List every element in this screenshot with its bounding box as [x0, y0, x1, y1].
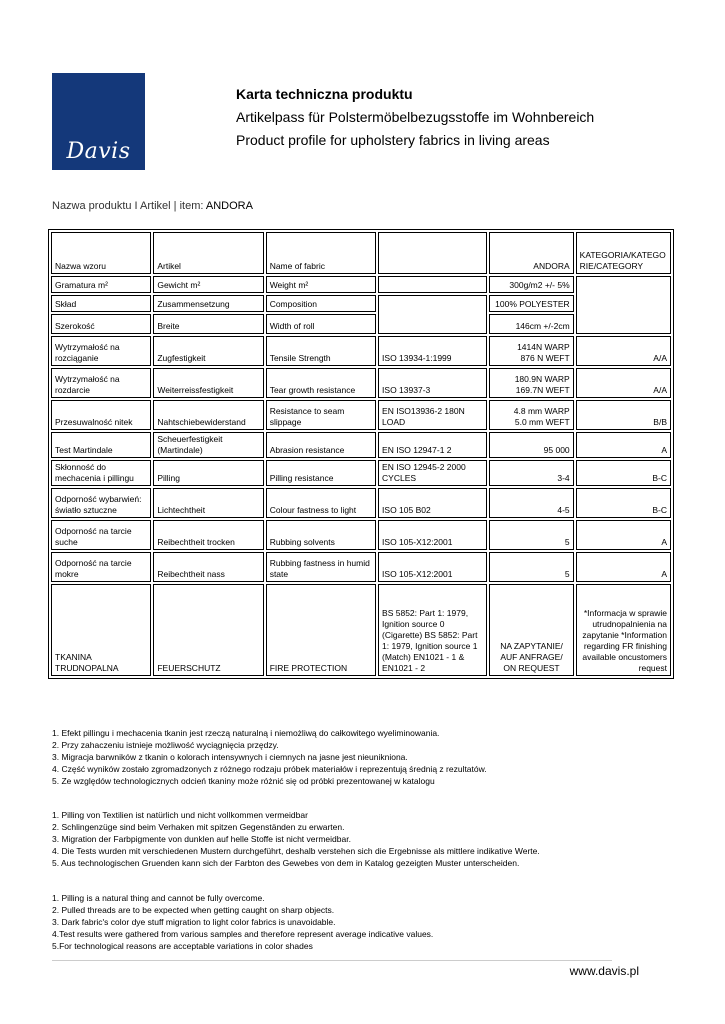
note-item: 5. Aus technologischen Gruenden kann sich der Farbton des Gewebes von dem in Katalog gezeigten Muster unterscheiden.	[52, 858, 520, 868]
cell-value: 5	[489, 520, 573, 550]
cell-pl: Test Martindale	[51, 432, 151, 458]
cell-en: Width of roll	[266, 314, 376, 334]
cell-pl: Przesuwalność nitek	[51, 400, 151, 430]
cell-de: Weiterreissfestigkeit	[153, 368, 263, 398]
value-warp: 1414N WARP	[517, 342, 570, 352]
cell-value: 100% POLYESTER	[489, 295, 573, 312]
cell-de: Pilling	[153, 460, 263, 486]
note-item: 4. Die Tests wurden mit verschiedenen Mustern durchgeführt, deshalb verstehen sich die Ergebnisse als mittlere indikative Werte.	[52, 846, 540, 856]
cell-value	[489, 368, 573, 398]
cell-category: B/B	[576, 400, 671, 430]
cell-pl: Wytrzymałość na rozciąganie	[51, 336, 151, 366]
cell-de: Lichtechtheit	[153, 488, 263, 518]
product-label: Nazwa produktu I Artikel | item:	[52, 200, 204, 212]
cell-category: *Informacja w sprawie utrudnopalnienia na zapytanie *Information regarding FR finishing available oncustomers request	[576, 584, 671, 676]
title-de: Artikelpass für Polstermöbelbezugsstoffe im Wohnbereich	[236, 109, 595, 125]
cell-en: Composition	[266, 295, 376, 312]
cell-pl: Wytrzymałość na rozdarcie	[51, 368, 151, 398]
header-std	[378, 232, 487, 274]
product-name: ANDORA	[205, 200, 253, 212]
value-weft: 169.7N WEFT	[515, 385, 570, 395]
cell-de: Scheuerfestigkeit (Martindale)	[153, 432, 263, 458]
cell-std: EN ISO 12947-1 2	[378, 432, 487, 458]
note-item: 3. Migration der Farbpigmente von dunklen auf helle Stoffe ist nicht vermeidbar.	[52, 834, 351, 844]
title-pl: Karta techniczna produktu	[236, 86, 413, 102]
header-de: Artikel	[153, 232, 263, 274]
note-item: 3. Migracja barwników z tkanin o kolorach intensywnych i ciemnych na jasne jest nieuniknionа.	[52, 752, 408, 762]
note-item: 5. Ze względów technologicznych odcień tkaniny może różnić się od próbki prezentowanej w katalogu	[52, 776, 435, 786]
cell-pl: Skłonność do mechacenia i pillingu	[51, 460, 151, 486]
cell-en: Weight m²	[266, 276, 376, 293]
davis-logo	[52, 73, 145, 170]
note-item: 3. Dark fabric's color dye stuff migration to light color fabrics is unavoidable.	[52, 917, 336, 927]
cell-std: ISO 13937-3	[378, 368, 487, 398]
header-en: Name of fabric	[266, 232, 376, 274]
value-weft: 876 N WEFT	[520, 353, 570, 363]
cell-en: Rubbing fastness in humid state	[266, 552, 376, 582]
cell-en: Rubbing solvents	[266, 520, 376, 550]
fire-protection-row	[51, 584, 671, 676]
cell-std: BS 5852: Part 1: 1979, Ignition source 0 (Cigarette) BS 5852: Part 1: 1979, Ignition source 1 (Match) EN1021 - 1 & EN1021 - 2	[378, 584, 487, 676]
cell-category: A/A	[576, 336, 671, 366]
cell-category: A	[576, 520, 671, 550]
cell-value: 3-4	[489, 460, 573, 486]
cell-category: A	[576, 552, 671, 582]
header-value: ANDORA	[489, 232, 573, 274]
notes-en	[52, 892, 433, 952]
note-item: 2. Schlingenzüge sind beim Verhaken mit spitzen Gegenständen zu erwarten.	[52, 822, 345, 832]
table-row	[51, 488, 671, 518]
cell-std: ISO 105-X12:2001	[378, 552, 487, 582]
cell-pl: Skład	[51, 295, 151, 312]
cell-category: A/A	[576, 368, 671, 398]
cell-de: Zusammensetzung	[153, 295, 263, 312]
cell-std: EN ISO13936-2 180N LOAD	[378, 400, 487, 430]
cell-de: Nahtschiebewiderstand	[153, 400, 263, 430]
notes-de	[52, 809, 540, 869]
table-row	[51, 520, 671, 550]
cell-category	[576, 276, 671, 334]
cell-de: Gewicht m²	[153, 276, 263, 293]
cell-pl: Szerokość	[51, 314, 151, 334]
cell-std	[378, 295, 487, 334]
cell-value: 5	[489, 552, 573, 582]
cell-en: Abrasion resistance	[266, 432, 376, 458]
note-item: 5.For technological reasons are acceptable variations in color shades	[52, 941, 313, 951]
cell-category: A	[576, 432, 671, 458]
cell-en: Colour fastness to light	[266, 488, 376, 518]
cell-en: Resistance to seam slippage	[266, 400, 376, 430]
cell-std: ISO 105-X12:2001	[378, 520, 487, 550]
cell-value	[489, 336, 573, 366]
spec-table	[48, 229, 674, 679]
table-row	[51, 400, 671, 430]
note-item: 2. Przy zahaczeniu istnieje możliwość wyciągnięcia przędzy.	[52, 740, 279, 750]
title-en: Product profile for upholstery fabrics in living areas	[236, 132, 550, 148]
cell-std: EN ISO 12945-2 2000 CYCLES	[378, 460, 487, 486]
cell-value: 146cm +/-2cm	[489, 314, 573, 334]
cell-value: 95 000	[489, 432, 573, 458]
table-row	[51, 276, 671, 293]
cell-en: FIRE PROTECTION	[266, 584, 376, 676]
cell-en: Pilling resistance	[266, 460, 376, 486]
note-item: 1. Efekt pillingu i mechacenia tkanin jest rzeczą naturalną i niemożliwą do całkowitego wyeliminowania.	[52, 728, 440, 738]
header-pl: Nazwa wzoru	[51, 232, 151, 274]
table-row	[51, 368, 671, 398]
cell-value: NA ZAPYTANIE/ AUF ANFRAGE/ ON REQUEST	[489, 584, 573, 676]
note-item: 4.Test results were gathered from various samples and therefore represent average indicative values.	[52, 929, 434, 939]
cell-en: Tear growth resistance	[266, 368, 376, 398]
header-category: KATEGORIA/KATEGORIE/CATEGORY	[576, 232, 671, 274]
cell-value: 300g/m2 +/- 5%	[489, 276, 573, 293]
note-item: 1. Pilling von Textilien ist natürlich und nicht vollkommen vermeidbar	[52, 810, 308, 820]
table-row	[51, 552, 671, 582]
document-header	[236, 86, 594, 152]
cell-std	[378, 276, 487, 293]
table-row	[51, 432, 671, 458]
cell-de: Zugfestigkeit	[153, 336, 263, 366]
cell-de: Breite	[153, 314, 263, 334]
notes-pl	[52, 727, 487, 787]
footer-divider	[52, 960, 612, 961]
note-item: 2. Pulled threads are to be expected when getting caught on sharp objects.	[52, 905, 335, 915]
note-item: 1. Pilling is a natural thing and cannot be fully overcome.	[52, 893, 265, 903]
cell-std: ISO 105 B02	[378, 488, 487, 518]
cell-de: Reibechtheit nass	[153, 552, 263, 582]
product-name-line	[52, 200, 253, 212]
cell-pl: Gramatura m²	[51, 276, 151, 293]
cell-de: Reibechtheit trocken	[153, 520, 263, 550]
cell-value: 4-5	[489, 488, 573, 518]
cell-de: FEUERSCHUTZ	[153, 584, 263, 676]
note-item: 4. Część wyników zostało zgromadzonych z różnego rodzaju próbek materiałów i reprezentują średnią z rezultatów.	[52, 764, 487, 774]
value-weft: 5.0 mm WEFT	[514, 417, 570, 427]
cell-category: B-C	[576, 460, 671, 486]
table-header-row	[51, 232, 671, 274]
value-warp: 4.8 mm WARP	[513, 406, 570, 416]
cell-value	[489, 400, 573, 430]
footer-url[interactable]: www.davis.pl	[569, 964, 639, 978]
cell-pl: Odporność wybarwień: światło sztuczne	[51, 488, 151, 518]
table-row	[51, 460, 671, 486]
cell-category: B-C	[576, 488, 671, 518]
logo-text: Davis	[66, 139, 131, 164]
cell-std: ISO 13934-1:1999	[378, 336, 487, 366]
table-row	[51, 336, 671, 366]
cell-pl: Odporność na tarcie mokre	[51, 552, 151, 582]
cell-en: Tensile Strength	[266, 336, 376, 366]
cell-pl: Odporność na tarcie suche	[51, 520, 151, 550]
cell-pl: TKANINA TRUDNOPALNA	[51, 584, 151, 676]
value-warp: 180.9N WARP	[514, 374, 570, 384]
